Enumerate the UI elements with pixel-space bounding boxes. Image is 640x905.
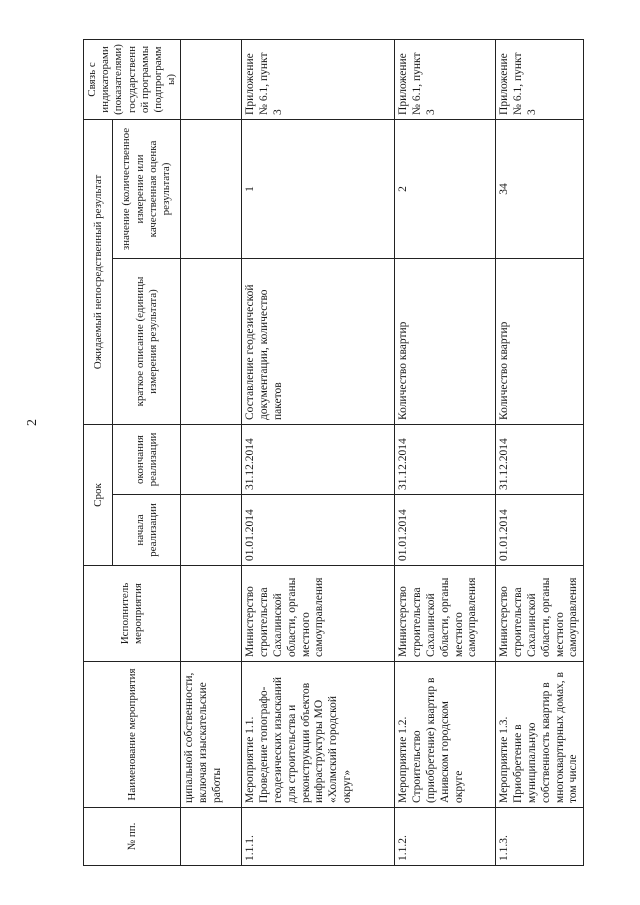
cell-desc: Количество квартир (395, 259, 496, 425)
header-row-1 (84, 39, 113, 865)
cell-end: 31.12.2014 (496, 425, 584, 495)
header-term-end: окончания реализации (113, 425, 181, 495)
cell-end: 31.12.2014 (242, 425, 395, 495)
cell-start (181, 495, 242, 566)
cell-start: 01.01.2014 (395, 495, 496, 566)
cell-end: 31.12.2014 (395, 425, 496, 495)
cell-num: 1.1.3. (496, 808, 584, 866)
cell-link: Приложение № 6.1, пункт 3 (242, 39, 395, 119)
cell-link: Приложение № 6.1, пункт 3 (496, 39, 584, 119)
cell-name: Мероприятие 1.3. Приобретение в муниципальную собственность квартир в многоквартирных домах, в том числе (496, 662, 584, 808)
cell-num (181, 808, 242, 866)
cell-value: 1 (242, 119, 395, 258)
cell-end (181, 425, 242, 495)
cell-start: 01.01.2014 (496, 495, 584, 566)
table-row (242, 39, 395, 865)
table-row (395, 39, 496, 865)
cell-name: ципальной собственности, включая изыскательские работы (181, 662, 242, 808)
page-number: 2 (25, 419, 40, 426)
header-term-start: начала реализации (113, 495, 181, 566)
cell-executor: Министерство строительства Сахалинской области, органы местного самоуправления (242, 566, 395, 662)
table-row (496, 39, 584, 865)
cell-desc: Количество квартир (496, 259, 584, 425)
cell-desc: Составление геодезической документации, количество пакетов (242, 259, 395, 425)
cell-executor: Министерство строительства Сахалинской области, органы местного самоуправления (496, 566, 584, 662)
cell-link (181, 39, 242, 119)
cell-value: 2 (395, 119, 496, 258)
cell-num: 1.1.1. (242, 808, 395, 866)
cell-executor: Министерство строительства Сахалинской области, органы местного самоуправления (395, 566, 496, 662)
header-result-desc: краткое описание (единицы измерения результата) (113, 259, 181, 425)
cell-link: Приложение № 6.1, пункт 3 (395, 39, 496, 119)
header-term: Срок (84, 425, 113, 566)
cell-desc (181, 259, 242, 425)
rotated-table-container (83, 40, 580, 866)
header-result-value: значение (количественное измерение или качественная оценка результата) (113, 119, 181, 258)
header-executor: Исполнитель мероприятия (84, 566, 181, 662)
header-name: Наименование мероприятия (84, 662, 181, 808)
cell-num: 1.1.2. (395, 808, 496, 866)
header-link: Связь с индикаторами (показателями) государственной программы (подпрограммы) (84, 39, 181, 119)
cell-value: 34 (496, 119, 584, 258)
cell-name: Мероприятие 1.2. Строительство (приобретение) квартир в Анивском городском округе (395, 662, 496, 808)
cell-executor (181, 566, 242, 662)
program-measures-table (83, 39, 584, 866)
cell-start: 01.01.2014 (242, 495, 395, 566)
cell-value (181, 119, 242, 258)
header-result: Ожидаемый непосредственный результат (84, 119, 113, 424)
header-num: № пп. (84, 808, 181, 866)
table-row-continuation (181, 39, 242, 865)
cell-name: Мероприятие 1.1. Проведение топографо-геодезических изысканий для строительства и реконструкции объектов инфраструктуры МО «Холмский городской округ» (242, 662, 395, 808)
